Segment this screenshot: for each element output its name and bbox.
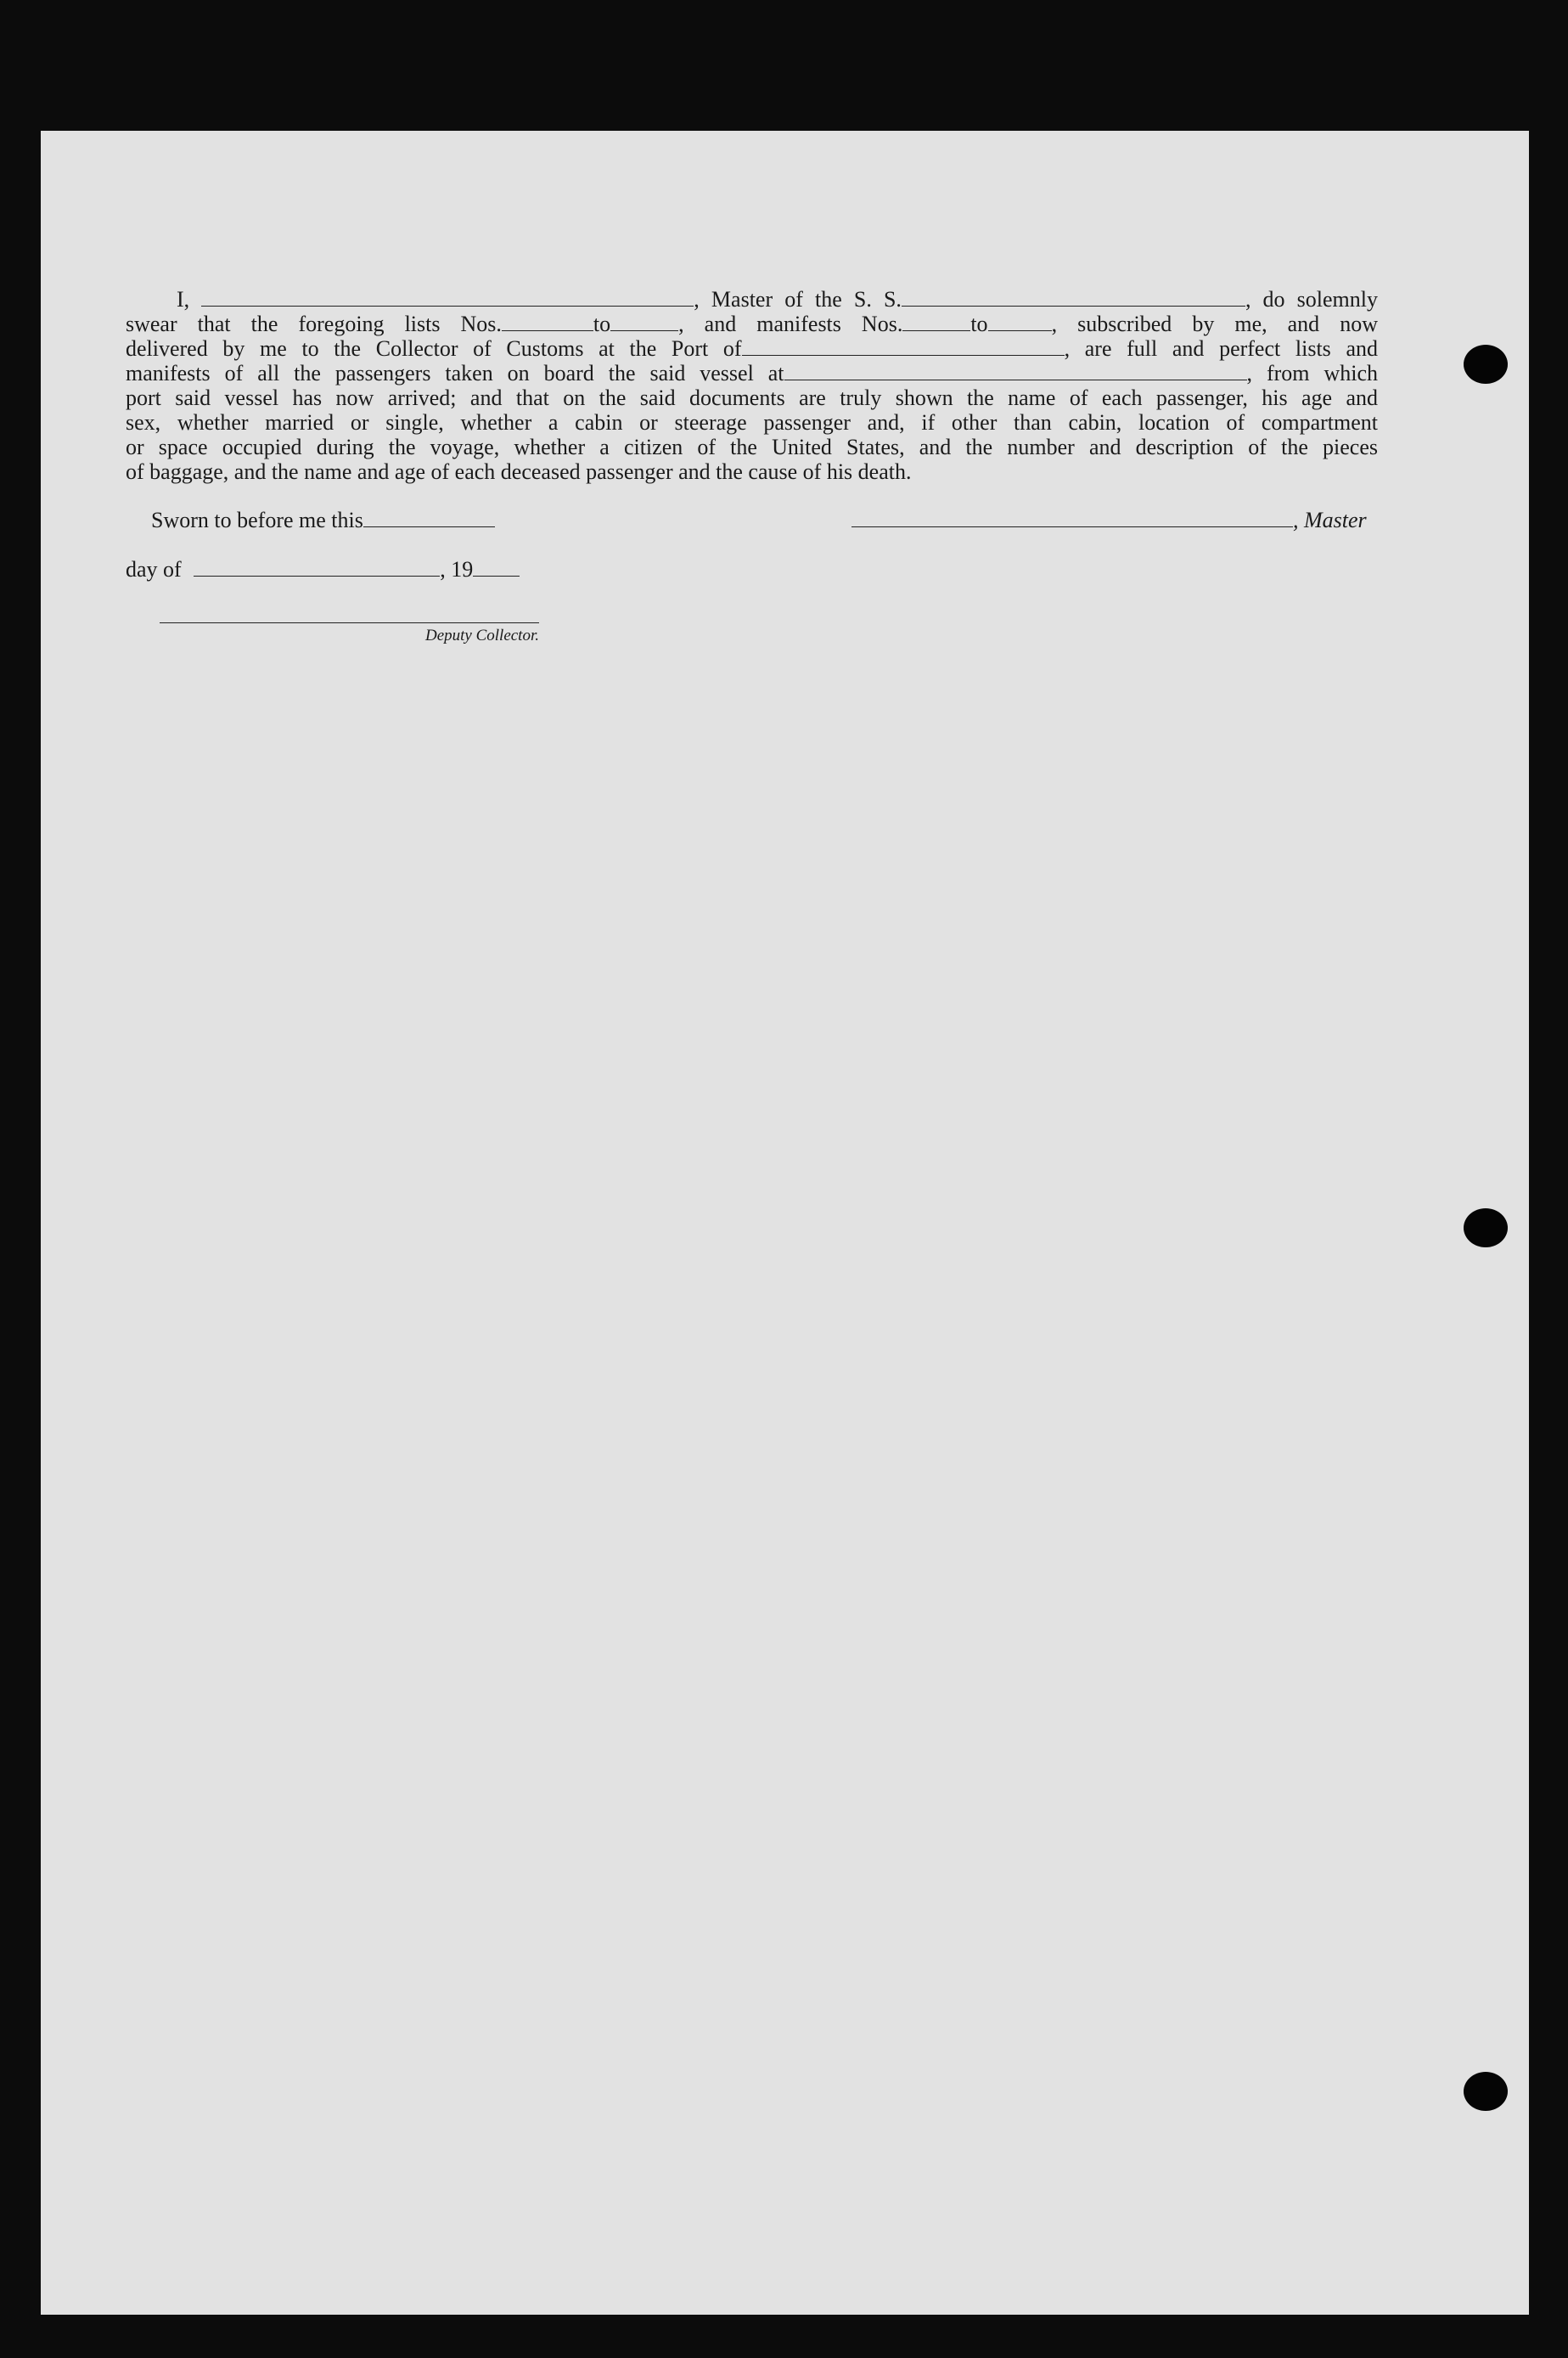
oath-text: manifests of all the passengers taken on board the said vessel at (126, 361, 784, 385)
ship-name-blank[interactable] (902, 292, 1245, 307)
master-name-blank[interactable] (201, 292, 694, 307)
oath-line-6: sex, whether married or single, whether a cabin or steerage passenger and, if other than cabin, location of compartment (126, 410, 1378, 435)
oath-line-1 (126, 287, 1378, 312)
oath-text: delivered by me to the Collector of Customs at the Port of (126, 336, 742, 361)
port-blank[interactable] (742, 341, 1065, 356)
oath-line-8: of baggage, and the name and age of each deceased passenger and the cause of his death. (126, 459, 912, 484)
day-label: day of (126, 557, 182, 582)
oath-text: to (593, 312, 611, 336)
manifest-to-blank[interactable] (988, 317, 1052, 331)
punch-hole-top (1464, 345, 1508, 384)
oath-text: , do solemnly (1245, 287, 1379, 312)
oath-text: swear that the foregoing lists Nos. (126, 312, 502, 336)
oath-text: I, (177, 287, 190, 312)
master-signature-blank[interactable] (851, 513, 1293, 527)
sworn-date-blank[interactable] (363, 513, 495, 527)
punch-hole-middle (1464, 1208, 1508, 1247)
master-label: , Master (1293, 508, 1367, 532)
oath-text: , from which (1246, 361, 1378, 385)
oath-text: , Master of the S. S. (694, 287, 902, 312)
oath-line-2 (126, 312, 1378, 336)
punch-hole-bottom (1464, 2072, 1508, 2111)
year-blank[interactable] (473, 562, 520, 577)
oath-line-4 (126, 361, 1378, 385)
oath-paragraph (126, 287, 1378, 484)
oath-line-3 (126, 336, 1378, 361)
deputy-collector-label: Deputy Collector. (424, 627, 539, 644)
list-from-blank[interactable] (502, 317, 593, 331)
oath-text: , and manifests Nos. (678, 312, 903, 336)
oath-line-5: port said vessel has now arrived; and that on the said documents are truly shown the name of each passenger, his age and (126, 385, 1378, 410)
day-row (126, 557, 520, 582)
master-signature-row (851, 508, 1367, 533)
year-label: , 19 (440, 557, 474, 582)
boarding-port-blank[interactable] (784, 366, 1247, 380)
deputy-signature-line[interactable] (160, 622, 539, 623)
oath-text: , are full and perfect lists and (1064, 336, 1378, 361)
oath-text: to (970, 312, 988, 336)
sworn-row (151, 508, 495, 533)
oath-line-7: or space occupied during the voyage, whether a citizen of the United States, and the number and description of the pieces (126, 435, 1378, 459)
sworn-label: Sworn to before me this (151, 508, 363, 532)
month-blank[interactable] (194, 562, 440, 577)
manifest-from-blank[interactable] (902, 317, 970, 331)
list-to-blank[interactable] (610, 317, 678, 331)
oath-text: , subscribed by me, and now (1051, 312, 1378, 336)
